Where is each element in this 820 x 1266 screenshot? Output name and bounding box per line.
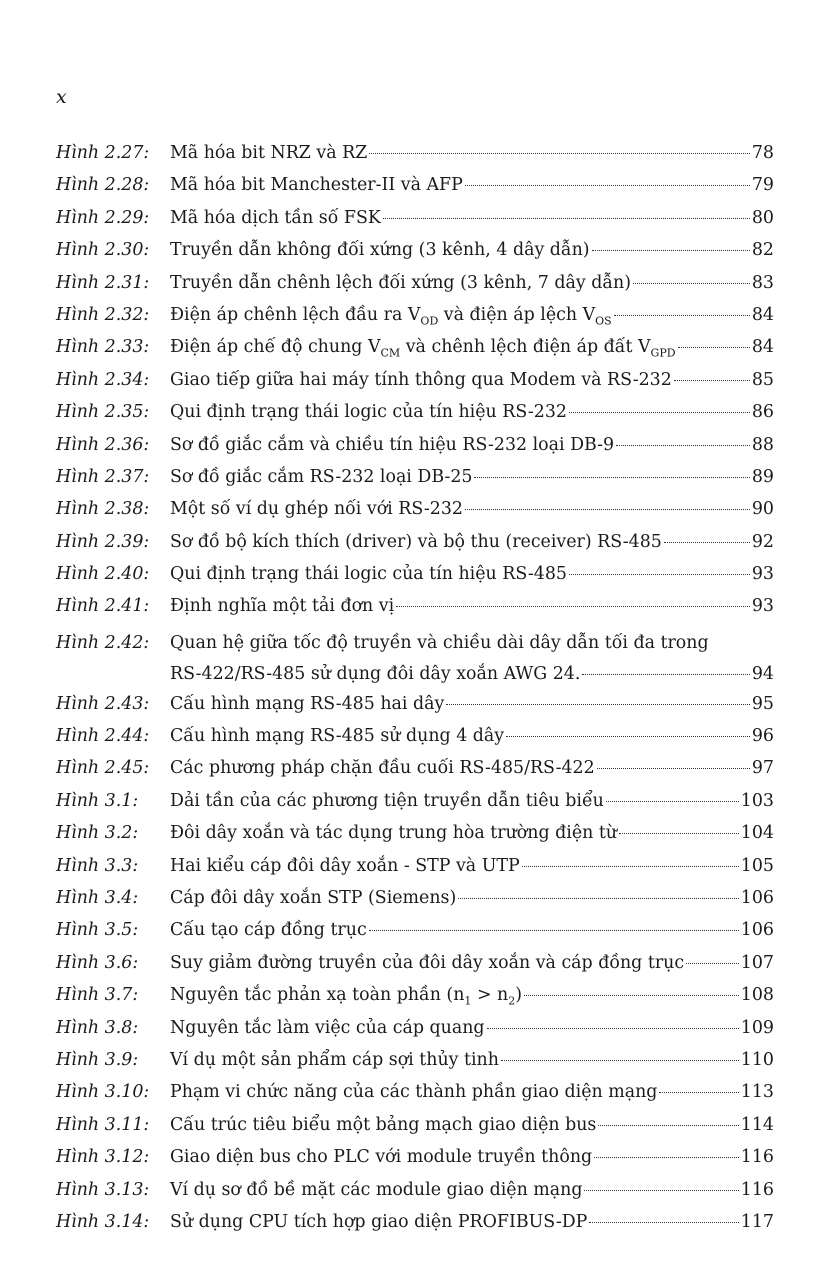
figure-label: Hình 3.6: <box>56 952 139 973</box>
figure-label: Hình 2.36: <box>56 434 150 455</box>
toc-entry <box>56 888 774 920</box>
page-ref: 116 <box>740 1147 774 1168</box>
dot-leader <box>633 283 750 284</box>
page-ref: 107 <box>740 952 774 973</box>
figure-title: Sơ đồ bộ kích thích (driver) và bộ thu (receiver) RS-485 <box>170 531 662 552</box>
toc-entry <box>56 1050 774 1082</box>
dot-leader <box>522 866 739 867</box>
figure-title: Cấu tạo cáp đồng trục <box>170 920 367 941</box>
figure-label: Hình 2.40: <box>56 564 150 585</box>
dot-leader <box>501 1060 739 1061</box>
figure-title: Cáp đôi dây xoắn STP (Siemens) <box>170 888 457 908</box>
page-ref: 89 <box>751 466 774 487</box>
toc-entry <box>56 240 774 272</box>
page-ref: 108 <box>740 985 774 1006</box>
figure-label: Hình 2.39: <box>56 531 150 552</box>
figure-title: Điện áp chênh lệch đầu ra $V_{OD}$ và điện áp lệch $V_{OS}$ <box>170 304 612 328</box>
toc-entry <box>56 143 774 175</box>
toc-entry <box>56 1212 774 1244</box>
figure-title: Qui định trạng thái logic của tín hiệu RS-485 <box>170 564 567 585</box>
dot-leader <box>594 1157 739 1158</box>
dot-leader <box>674 380 750 381</box>
page-ref: 116 <box>740 1179 774 1200</box>
figure-title: Dải tần của các phương tiện truyền dẫn tiêu biểu <box>170 790 604 811</box>
figure-title: Mã hóa dịch tần số FSK <box>170 207 381 228</box>
figure-title: Định nghĩa một tải đơn vị <box>170 596 395 617</box>
page-ref: 83 <box>751 272 774 293</box>
figure-title: Giao tiếp giữa hai máy tính thông qua Modem và RS-232 <box>170 369 672 390</box>
figure-label: Hình 2.41: <box>56 596 150 617</box>
page-ref: 82 <box>751 240 774 261</box>
toc-entry <box>56 953 774 985</box>
page-ref: 97 <box>751 758 774 779</box>
figure-title: Một số ví dụ ghép nối với RS-232 <box>170 499 463 520</box>
toc-entry <box>56 823 774 855</box>
figure-label: Hình 2.34: <box>56 369 150 390</box>
page-ref: 105 <box>740 855 774 876</box>
page-ref: 78 <box>751 143 774 163</box>
toc-entry <box>56 305 774 337</box>
dot-leader <box>369 153 750 154</box>
figure-label: Hình 3.8: <box>56 1017 139 1038</box>
dot-leader <box>619 833 739 834</box>
page-ref: 110 <box>740 1049 774 1070</box>
figure-title: Cấu hình mạng RS-485 sử dụng 4 dây <box>170 726 505 747</box>
dot-leader <box>664 542 750 543</box>
dot-leader <box>487 1028 739 1029</box>
toc-entry <box>56 726 774 758</box>
page-ref: 88 <box>751 434 774 455</box>
figure-label: Hình 3.7: <box>56 985 139 1006</box>
page-number: x <box>56 86 67 108</box>
figure-label: Hình 2.45: <box>56 758 150 779</box>
toc-entry <box>56 920 774 952</box>
figure-label: Hình 3.1: <box>56 790 139 811</box>
page-ref: 90 <box>751 499 774 520</box>
page-ref: 103 <box>740 790 774 811</box>
toc-entry <box>56 694 774 726</box>
figure-title: Nguyên tắc phản xạ toàn phần $(n_1 > n_2)$ <box>170 985 523 1008</box>
figure-title: Cấu hình mạng RS-485 hai dây <box>170 693 445 714</box>
page-ref: 114 <box>740 1114 774 1135</box>
toc-entry <box>56 1018 774 1050</box>
figure-label: Hình 2.42: <box>56 632 150 653</box>
figure-label: Hình 3.11: <box>56 1114 150 1135</box>
dot-leader <box>678 347 750 348</box>
figure-title: Suy giảm đường truyền của đôi dây xoắn và cáp đồng trục <box>170 952 685 973</box>
page-ref: 84 <box>751 337 774 358</box>
toc-entry <box>56 273 774 305</box>
page-ref: 93 <box>751 564 774 585</box>
dot-leader <box>474 477 749 478</box>
toc-entry <box>56 208 774 240</box>
dot-leader <box>606 801 739 802</box>
dot-leader <box>659 1092 738 1093</box>
figure-title: Nguyên tắc làm việc của cáp quang <box>170 1017 485 1038</box>
page-ref: 85 <box>751 369 774 390</box>
toc-entry <box>56 532 774 564</box>
dot-leader <box>465 185 750 186</box>
figure-label: Hình 2.43: <box>56 693 150 714</box>
dot-leader <box>686 963 739 964</box>
toc-entry <box>56 856 774 888</box>
dot-leader <box>589 1222 738 1223</box>
dot-leader <box>569 412 750 413</box>
toc-entry <box>56 1147 774 1179</box>
page-ref: 86 <box>751 402 774 423</box>
figure-label: Hình 2.32: <box>56 304 150 325</box>
dot-leader <box>383 218 750 219</box>
figure-label: Hình 3.5: <box>56 920 139 941</box>
toc-entry <box>56 175 774 207</box>
figure-label: Hình 2.30: <box>56 240 150 261</box>
figure-title: Phạm vi chức năng của các thành phần giao diện mạng <box>170 1082 658 1103</box>
figure-title: Các phương pháp chặn đầu cuối RS-485/RS-422 <box>170 758 595 779</box>
figure-title: Sơ đồ giắc cắm RS-232 loại DB-25 <box>170 466 473 487</box>
figure-title: Cấu trúc tiêu biểu một bảng mạch giao diện bus <box>170 1114 597 1135</box>
page-ref: 95 <box>751 693 774 714</box>
page-ref: 92 <box>751 531 774 552</box>
toc-entry <box>56 499 774 531</box>
figure-label: Hình 2.37: <box>56 466 150 487</box>
figure-title: Sử dụng CPU tích hợp giao diện PROFIBUS-DP <box>170 1211 588 1232</box>
dot-leader <box>524 995 739 996</box>
figure-label: Hình 3.9: <box>56 1049 139 1070</box>
list-of-figures <box>56 143 774 1244</box>
dot-leader <box>369 930 739 931</box>
page-ref: 94 <box>751 663 774 684</box>
dot-leader <box>465 509 750 510</box>
page-ref: 113 <box>740 1082 774 1103</box>
figure-title: Đôi dây xoắn và tác dụng trung hòa trường điện từ <box>170 823 618 844</box>
page-ref: 109 <box>740 1017 774 1038</box>
toc-entry <box>56 758 774 790</box>
figure-title: Mã hóa bit Manchester-II và AFP <box>170 175 463 196</box>
figure-label: Hình 2.27: <box>56 143 150 163</box>
page-ref: 104 <box>740 823 774 844</box>
figure-title: Mã hóa bit NRZ và RZ <box>170 143 368 163</box>
toc-entry <box>56 1115 774 1147</box>
toc-entry <box>56 435 774 467</box>
dot-leader <box>592 250 750 251</box>
figure-label: Hình 3.10: <box>56 1082 150 1103</box>
figure-label: Hình 2.38: <box>56 499 150 520</box>
page-ref: 79 <box>751 175 774 196</box>
toc-entry <box>56 1180 774 1212</box>
page-ref: 106 <box>740 888 774 908</box>
dot-leader <box>598 1125 738 1126</box>
toc-entry <box>56 791 774 823</box>
figure-title: Điện áp chế độ chung $V_{CM}$ và chênh lệch điện áp đất $V_{GPD}$ <box>170 337 676 360</box>
figure-title: Quan hệ giữa tốc độ truyền và chiều dài dây dẫn tối đa trong <box>170 632 709 653</box>
page-ref: 84 <box>751 304 774 325</box>
figure-label: Hình 3.2: <box>56 823 139 844</box>
figure-label: Hình 2.33: <box>56 337 150 358</box>
figure-label: Hình 2.44: <box>56 726 150 747</box>
page-ref: 96 <box>751 726 774 747</box>
toc-entry <box>56 1082 774 1114</box>
figure-label: Hình 3.13: <box>56 1179 150 1200</box>
page-ref: 80 <box>751 207 774 228</box>
page-ref: 106 <box>740 920 774 941</box>
toc-entry <box>56 629 774 694</box>
figure-title-cont: RS-422/RS-485 sử dụng đôi dây xoắn AWG 24. <box>170 663 581 684</box>
dot-leader <box>569 574 750 575</box>
dot-leader <box>614 315 750 316</box>
toc-entry <box>56 985 774 1017</box>
figure-title: Sơ đồ giắc cắm và chiều tín hiệu RS-232 loại DB-9 <box>170 434 615 455</box>
figure-title: Ví dụ sơ đồ bề mặt các module giao diện mạng <box>170 1179 583 1200</box>
figure-title: Qui định trạng thái logic của tín hiệu RS-232 <box>170 402 567 423</box>
page-ref: 93 <box>751 596 774 617</box>
figure-label: Hình 2.31: <box>56 272 150 293</box>
dot-leader <box>582 674 749 675</box>
dot-leader <box>396 606 750 607</box>
toc-entry <box>56 402 774 434</box>
figure-title: Truyền dẫn chênh lệch đối xứng (3 kênh, 7 dây dẫn) <box>170 272 631 293</box>
figure-label: Hình 2.35: <box>56 402 150 423</box>
dot-leader <box>458 898 739 899</box>
figure-label: Hình 3.3: <box>56 855 139 876</box>
figure-title: Truyền dẫn không đối xứng (3 kênh, 4 dây dẫn) <box>170 240 590 261</box>
toc-entry <box>56 370 774 402</box>
figure-label: Hình 2.28: <box>56 175 150 196</box>
dot-leader <box>584 1190 738 1191</box>
dot-leader <box>446 704 750 705</box>
dot-leader <box>506 736 750 737</box>
figure-title: Giao diện bus cho PLC với module truyền thông <box>170 1147 593 1168</box>
figure-label: Hình 3.14: <box>56 1211 150 1232</box>
figure-title: Hai kiểu cáp đôi dây xoắn - STP và UTP <box>170 855 520 876</box>
toc-entry <box>56 596 774 628</box>
dot-leader <box>597 768 750 769</box>
toc-entry <box>56 467 774 499</box>
figure-label: Hình 3.4: <box>56 888 139 908</box>
page-ref: 117 <box>740 1211 774 1232</box>
toc-entry <box>56 337 774 369</box>
figure-label: Hình 3.12: <box>56 1147 150 1168</box>
toc-entry <box>56 564 774 596</box>
dot-leader <box>616 445 750 446</box>
figure-title: Ví dụ một sản phẩm cáp sợi thủy tinh <box>170 1049 499 1070</box>
figure-label: Hình 2.29: <box>56 207 150 228</box>
